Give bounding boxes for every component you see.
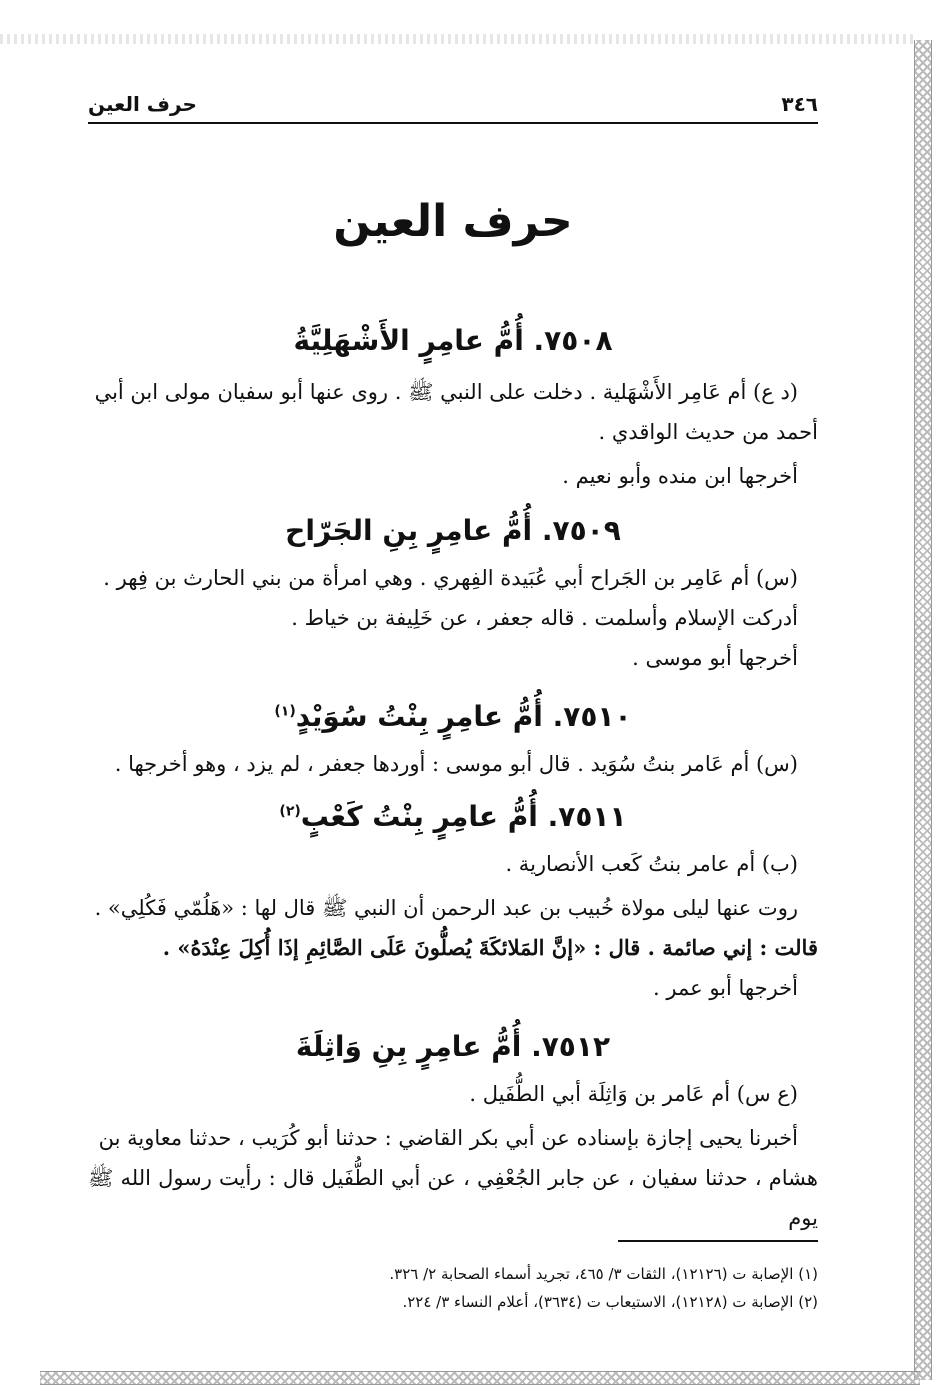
entry-line: (د ع) أم عَامِر الأَشْهَلية . دخلت على النبي ﷺ . روى عنها أبو سفيان مولى ابن أبي (94, 380, 798, 404)
entry-line: أحمد من حديث الواقدي . (598, 420, 818, 444)
running-header (88, 86, 818, 124)
entry-line: (ب) أم عامر بنتُ كَعب الأنصارية . (505, 852, 798, 876)
entry-line: (س) أم عَامِر بن الجَراح أبي عُبَيدة الفِهري . وهي امرأة من بني الحارث بن فِهر . (103, 566, 798, 590)
entry-title: ٧٥١١. أُمُّ عامِرٍ بِنْتُ كَعْبٍ$^{(٢)}$ (279, 800, 627, 833)
entry-7512 (88, 1030, 818, 1238)
entry-line: (ع س) أم عَامر بن وَاثِلَة أبي الطُّفَيل . (469, 1082, 798, 1106)
entry-line: هشام ، حدثنا سفيان ، عن جابر الجُعْفِي ، عن أبي الطُّفَيل قال : رأيت رسول الله ﷺ يوم (88, 1166, 818, 1230)
entry-7511 (88, 800, 818, 1008)
entry-line: أخرجها ابن منده وأبو نعيم . (562, 464, 798, 488)
entry-line: أخبرنا يحيى إجازة بإسناده عن أبي بكر القاضي : حدثنا أبو كُرَيب ، حدثنا معاوية بن (98, 1126, 798, 1150)
entry-title: ٧٥٠٨. أُمُّ عامِرٍ الأَشْهَلِيَّةُ (293, 324, 613, 357)
footnote-2: (٢) الإصابة ت (١٢١٢٨)، الاستيعاب ت (٣٦٣٤)، أعلام النساء ٣/ ٢٢٤. (402, 1293, 818, 1311)
running-title: حرف العين (88, 92, 197, 116)
decorative-top-border (0, 34, 915, 44)
entry-line: روت عنها ليلى مولاة خُبيب بن عبد الرحمن أن النبي ﷺ قال لها : «هَلُمّي فَكُلِي» . (94, 896, 798, 920)
entry-line: أخرجها أبو عمر . (653, 976, 798, 1000)
page-number: ٣٤٦ (781, 92, 818, 116)
chapter-title: حرف العين (333, 196, 573, 247)
footnote-1: (١) الإصابة ت (١٢١٢٦)، الثقات ٣/ ٤٦٥، تجريد أسماء الصحابة ٢/ ٣٢٦. (389, 1265, 818, 1283)
entry-title: ٧٥١٠. أُمُّ عامِرٍ بِنْتُ سُوَيْدٍ$^{(١)}$ (274, 700, 632, 733)
entry-title: ٧٥٠٩. أُمُّ عامِرٍ بِنِ الجَرّاح (285, 514, 621, 547)
footnotes (88, 1240, 818, 1316)
page-body (88, 86, 818, 1238)
entry-line: قالت : إني صائمة . قال : «إنَّ المَلائكَةَ يُصلُّونَ عَلَى الصَّائِمِ إذَا أُكِلَ عِنْدَهُ» . (162, 935, 818, 960)
entry-line: (س) أم عَامر بنتُ سُوَيد . قال أبو موسى : أوردها جعفر ، لم يزد ، وهو أخرجها . (114, 752, 798, 776)
decorative-right-border (914, 40, 932, 1380)
entry-7510 (88, 700, 818, 784)
entry-line: أدركت الإسلام وأسلمت . قاله جعفر ، عن خَلِيفة بن خياط . (291, 606, 798, 630)
footnote-rule (618, 1240, 818, 1242)
footnote-ref: (٢) (279, 803, 301, 820)
footnote-ref: (١) (274, 703, 296, 720)
decorative-bottom-border (40, 1371, 920, 1385)
entry-7508 (88, 324, 818, 496)
entry-title: ٧٥١٢. أُمُّ عامِرٍ بِنِ وَاثِلَةَ (295, 1030, 611, 1063)
entry-line: أخرجها أبو موسى . (632, 646, 798, 670)
entry-7509 (88, 514, 818, 678)
